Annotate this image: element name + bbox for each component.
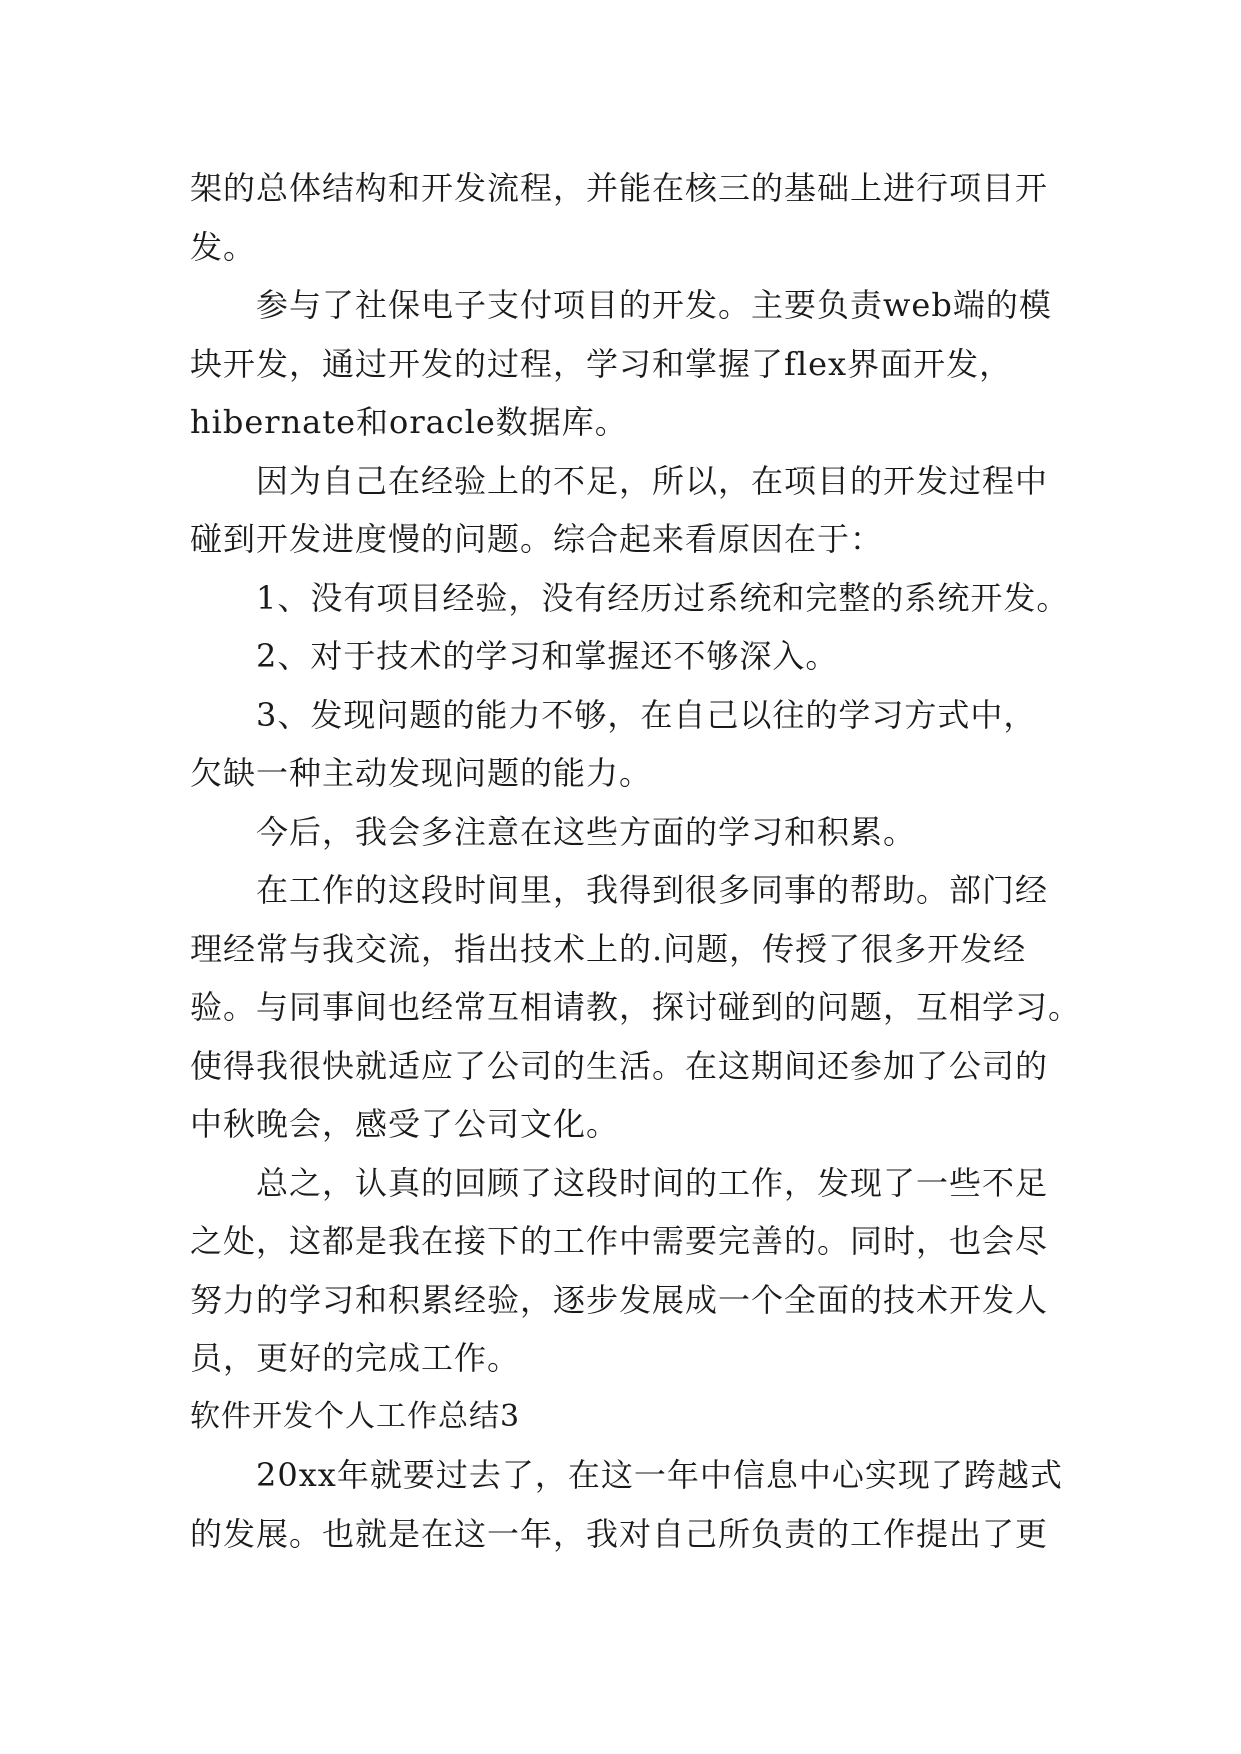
text-line: 因为自己在经验上的不足，所以，在项目的开发过程中 (256, 461, 1049, 500)
text-line: 努力的学习和积累经验，逐步发展成一个全面的技术开发人 (190, 1280, 1049, 1319)
text-line: 架的总体结构和开发流程，并能在核三的基础上进行项目开 (190, 169, 1049, 207)
list-item-2 (190, 627, 1070, 686)
text-line: 员，更好的完成工作。 (190, 1339, 521, 1377)
paragraph-4 (190, 803, 1070, 862)
paragraph-5 (190, 861, 1082, 1154)
text-line: 在工作的这段时间里，我得到很多同事的帮助。部门经 (256, 871, 1049, 909)
list-item-3 (190, 686, 1070, 803)
text-line: 2、对于技术的学习和掌握还不够深入。 (256, 637, 839, 675)
text-line: 的发展。也就是在这一年，我对自己所负责的工作提出了更 (190, 1514, 1049, 1553)
text-line: 总之，认真的回顾了这段时间的工作，发现了一些不足 (256, 1163, 1049, 1202)
text-line: 3、发现问题的能力不够，在自己以往的学习方式中， (256, 695, 1037, 734)
text-line: 20xx年就要过去了，在这一年中信息中心实现了跨越式 (256, 1456, 1063, 1494)
text-line: 1、没有项目经验，没有经历过系统和完整的系统开发。 (256, 578, 1070, 617)
text-line: 参与了社保电子支付项目的开发。主要负责web端的模 (256, 286, 1052, 324)
text-line: 之处，这都是我在接下的工作中需要完善的。同时，也会尽 (190, 1222, 1049, 1260)
text-line: 使得我很快就适应了公司的生活。在这期间还参加了公司的 (190, 1046, 1049, 1085)
document-body (190, 159, 1082, 1563)
text-line: 碰到开发进度慢的问题。综合起来看原因在于： (190, 520, 884, 558)
text-line: 发。 (190, 227, 257, 266)
paragraph-1 (190, 159, 1070, 276)
paragraph-3 (190, 452, 1070, 569)
paragraph-7 (190, 1446, 1070, 1563)
text-line: 中秋晚会，感受了公司文化。 (190, 1105, 620, 1143)
text-line: 验。与同事间也经常互相请教，探讨碰到的问题，互相学习。 (190, 988, 1082, 1026)
text-line: 块开发，通过开发的过程，学习和掌握了flex界面开发， (190, 344, 1013, 383)
paragraph-2 (190, 276, 1070, 452)
paragraph-6 (190, 1154, 1070, 1388)
list-item-1 (190, 569, 1070, 628)
text-line: 今后，我会多注意在这些方面的学习和积累。 (256, 812, 917, 851)
section-title: 软件开发个人工作总结3 (190, 1398, 521, 1434)
text-line: 欠缺一种主动发现问题的能力。 (190, 754, 653, 792)
text-line: hibernate和oracle数据库。 (190, 403, 628, 441)
text-line: 理经常与我交流，指出技术上的.问题，传授了很多开发经 (190, 929, 1027, 968)
